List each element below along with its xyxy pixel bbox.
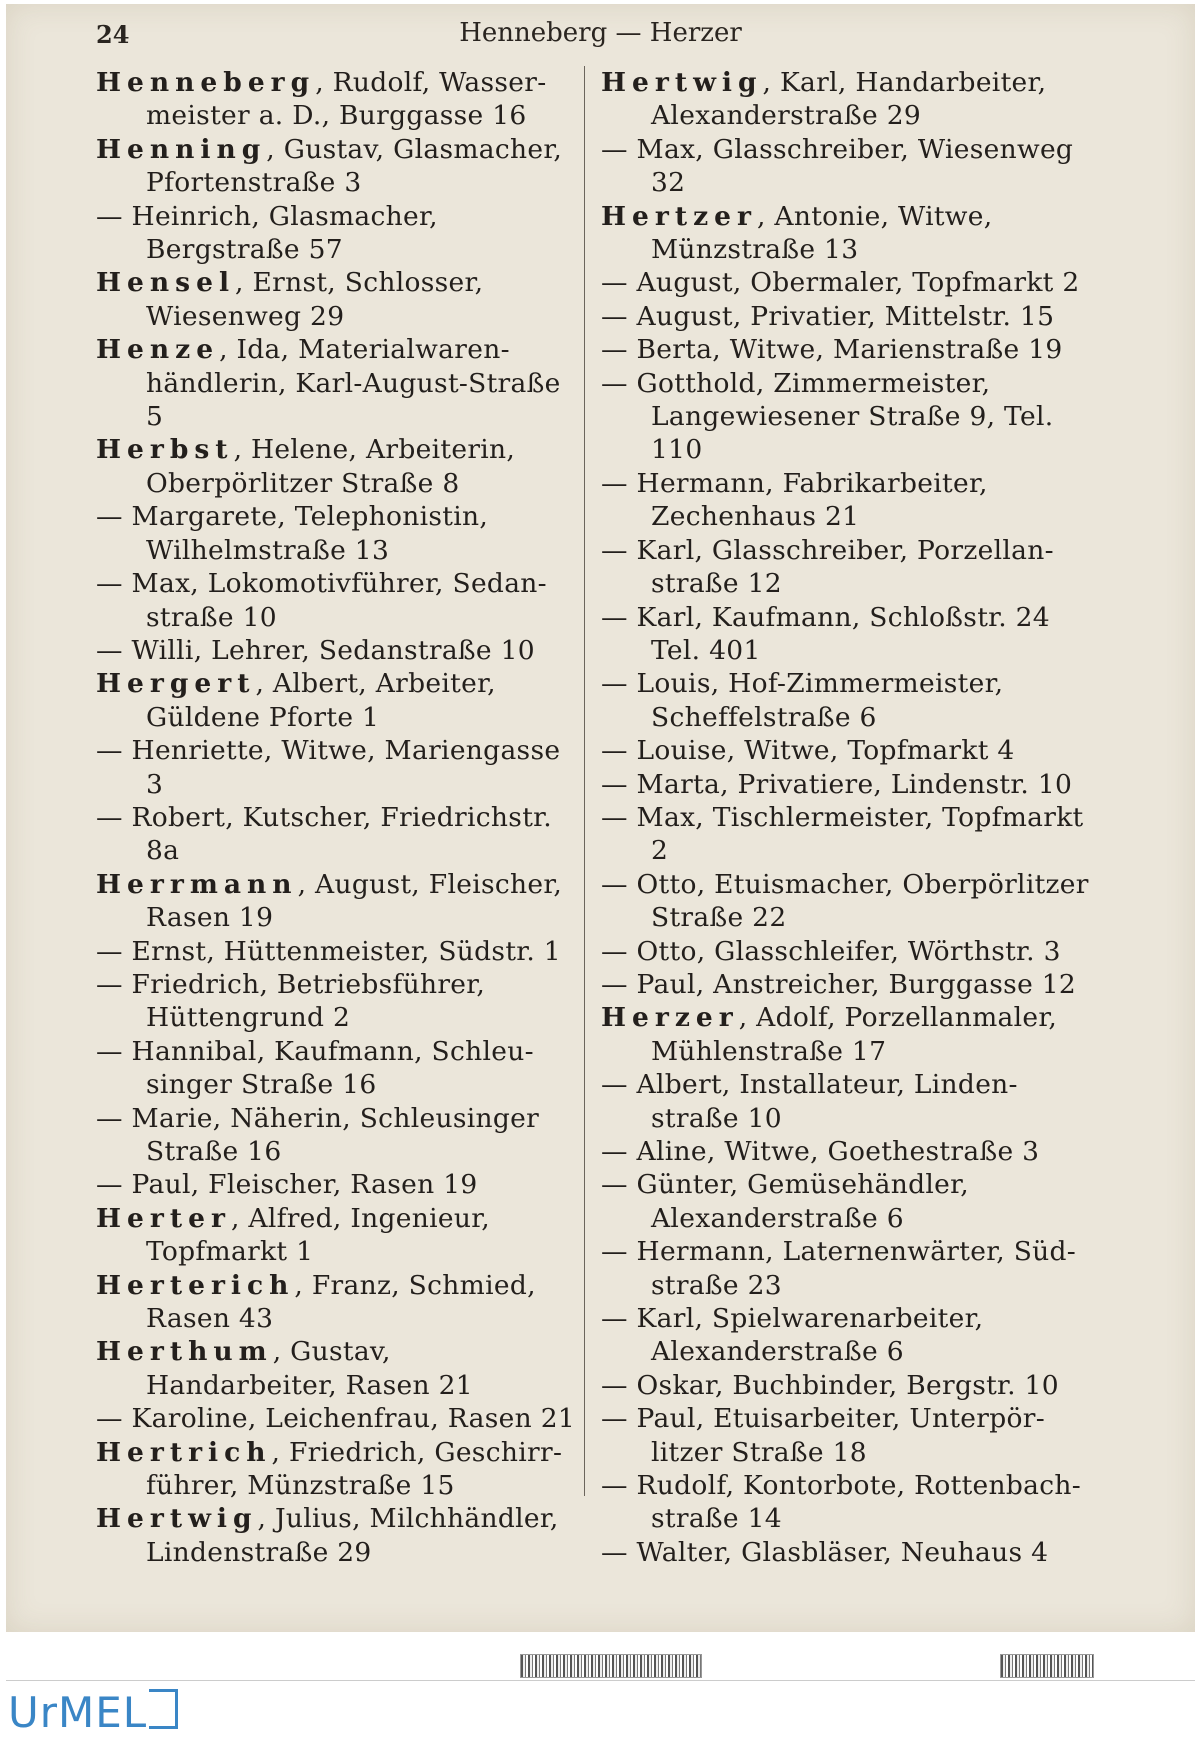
directory-entry <box>601 266 1091 299</box>
directory-entry <box>96 1436 576 1503</box>
surname: Herterich <box>96 1269 295 1301</box>
ditto-dash: — <box>96 634 132 666</box>
surname: Henneberg <box>96 67 316 98</box>
entry-details: Willi, Lehrer, Sedanstraße 10 <box>131 634 535 666</box>
ditto-dash: — <box>96 1035 132 1067</box>
directory-entry <box>601 66 1091 133</box>
ditto-dash: — <box>601 1470 637 1502</box>
barcode-strip <box>520 1654 702 1678</box>
directory-entry <box>96 200 576 267</box>
entry-details: , Antonie, Witwe, Münzstraße 13 <box>651 200 993 266</box>
directory-entry <box>96 133 576 200</box>
directory-entry <box>601 601 1091 668</box>
right-column <box>601 66 1091 1569</box>
page-number: 24 <box>96 20 130 49</box>
ditto-dash: — <box>601 968 637 1000</box>
entry-details: August, Obermaler, Topfmarkt 2 <box>636 267 1080 299</box>
entry-details: , Albert, Arbeiter, Güldene Pforte 1 <box>146 668 496 733</box>
entry-details: Friedrich, Betriebsführer, Hüttengrund 2 <box>131 968 486 1034</box>
entry-details: Karoline, Leichenfrau, Rasen 21 <box>131 1403 576 1435</box>
directory-entry <box>96 567 576 634</box>
directory-entry <box>601 868 1091 935</box>
ditto-dash: — <box>601 534 637 566</box>
entry-details: Henriette, Witwe, Mariengasse 3 <box>131 735 561 800</box>
ditto-dash: — <box>601 1236 637 1268</box>
ditto-dash: — <box>601 1169 637 1201</box>
directory-entry <box>601 534 1091 601</box>
surname: Hergert <box>96 668 256 700</box>
entry-details: , Franz, Schmied, Rasen 43 <box>146 1269 536 1335</box>
entry-details: Paul, Anstreicher, Burggasse 12 <box>636 968 1077 1000</box>
ditto-dash: — <box>96 1169 132 1201</box>
surname: Herthum <box>96 1336 273 1368</box>
directory-entry <box>96 1269 576 1336</box>
entry-details: Otto, Etuismacher, Oberpörlitzer Straße 22 <box>636 868 1089 934</box>
entry-details: , Ida, Materialwarenhändlerin, Karl-August-Straße 5 <box>146 334 561 433</box>
ditto-dash: — <box>96 200 132 232</box>
directory-entry <box>601 467 1091 534</box>
column-divider <box>584 66 585 1496</box>
entry-details: Albert, Installateur, Lindenstraße 10 <box>636 1069 1018 1134</box>
ditto-dash: — <box>601 1303 637 1335</box>
entry-details: Paul, Fleischer, Rasen 19 <box>131 1169 478 1201</box>
directory-entry <box>601 801 1091 868</box>
directory-entry <box>601 1068 1091 1135</box>
directory-entry <box>96 1402 576 1435</box>
entry-details: Max, Lokomotivführer, Sedanstraße 10 <box>131 568 547 633</box>
entry-details: , Helene, Arbeiterin, Oberpörlitzer Straße 8 <box>146 434 516 499</box>
directory-entry <box>601 1135 1091 1168</box>
directory-entry <box>601 133 1091 200</box>
ditto-dash: — <box>601 1069 637 1101</box>
directory-entry <box>96 1335 576 1402</box>
entry-details: Marta, Privatiere, Lindenstr. 10 <box>636 768 1073 800</box>
ditto-dash: — <box>601 1403 637 1435</box>
directory-entry <box>96 634 576 667</box>
entry-details: Berta, Witwe, Marienstraße 19 <box>636 334 1063 366</box>
entry-details: Walter, Glasbläser, Neuhaus 4 <box>636 1536 1049 1568</box>
entry-details: , Julius, Milchhändler, Lindenstraße 29 <box>146 1503 559 1568</box>
ditto-dash: — <box>96 1102 132 1134</box>
entry-details: Karl, Spielwarenarbeiter, Alexanderstraße 6 <box>636 1303 984 1368</box>
ditto-dash: — <box>601 1369 637 1401</box>
surname: Herbst <box>96 434 234 466</box>
directory-entry <box>601 1369 1091 1402</box>
entry-details: Paul, Etuisarbeiter, Unterpörlitzer Straße 18 <box>636 1403 1045 1468</box>
ditto-dash: — <box>601 334 637 366</box>
ditto-dash: — <box>601 935 637 967</box>
entry-details: , Alfred, Ingenieur, Topfmarkt 1 <box>146 1202 491 1268</box>
ditto-dash: — <box>96 1403 132 1435</box>
directory-entry <box>96 667 576 734</box>
directory-entry <box>601 667 1091 734</box>
urmel-logo <box>8 1688 178 1738</box>
ditto-dash: — <box>96 935 132 967</box>
ditto-dash: — <box>601 367 637 399</box>
directory-entry <box>601 734 1091 767</box>
directory-entry <box>601 1235 1091 1302</box>
directory-entry <box>601 1402 1091 1469</box>
entry-details: Karl, Glasschreiber, Porzellanstraße 12 <box>636 534 1054 600</box>
entry-details: Günter, Gemüsehändler, Alexanderstraße 6 <box>636 1169 969 1234</box>
surname: Hertwig <box>601 67 763 98</box>
directory-entry <box>601 768 1091 801</box>
footer-divider <box>6 1680 1195 1681</box>
entry-details: Karl, Kaufmann, Schloßstr. 24 Tel. 401 <box>636 601 1050 666</box>
entry-details: Hermann, Laternenwärter, Südstraße 23 <box>636 1236 1076 1301</box>
entry-details: Gotthold, Zimmermeister, Langewiesener Straße 9, Tel. 110 <box>636 367 1054 466</box>
surname: Henning <box>96 133 267 165</box>
entry-details: Robert, Kutscher, Friedrichstr. 8a <box>131 801 552 867</box>
ditto-dash: — <box>96 568 132 600</box>
ditto-dash: — <box>96 501 132 533</box>
entry-details: August, Privatier, Mittelstr. 15 <box>636 300 1055 332</box>
ditto-dash: — <box>96 968 132 1000</box>
left-column <box>96 66 576 1569</box>
entry-details: Marie, Näherin, Schleusinger Straße 16 <box>131 1102 540 1167</box>
directory-entry <box>601 200 1091 267</box>
directory-entry <box>601 1168 1091 1235</box>
surname: Hertrich <box>96 1436 272 1468</box>
entry-details: Max, Glasschreiber, Wiesenweg 32 <box>636 133 1074 199</box>
ditto-dash: — <box>96 801 132 833</box>
surname: Hertzer <box>601 200 757 232</box>
directory-entry <box>601 1001 1091 1068</box>
surname: Herter <box>96 1202 231 1234</box>
entry-details: Hermann, Fabrikarbeiter, Zechenhaus 21 <box>636 467 988 533</box>
directory-entry <box>96 433 576 500</box>
directory-entry <box>96 1202 576 1269</box>
entry-details: Louis, Hof-Zimmermeister, Scheffelstraße 6 <box>636 668 1004 733</box>
entry-details: , August, Fleischer, Rasen 19 <box>146 868 563 934</box>
surname: Hensel <box>96 267 236 299</box>
entry-details: Heinrich, Glasmacher, Bergstraße 57 <box>131 200 438 266</box>
directory-entry <box>601 935 1091 968</box>
directory-entry <box>601 333 1091 366</box>
entry-details: , Gustav, Glasmacher, Pfortenstraße 3 <box>146 133 563 199</box>
directory-entry <box>96 1168 576 1201</box>
entry-details: Oskar, Buchbinder, Bergstr. 10 <box>636 1369 1059 1401</box>
ditto-dash: — <box>601 735 637 767</box>
entry-details: , Rudolf, Wassermeister a. D., Burggasse 16 <box>146 67 547 132</box>
page-header <box>6 16 1195 56</box>
ditto-dash: — <box>96 735 132 767</box>
directory-entry <box>96 266 576 333</box>
entry-details: Otto, Glasschleifer, Wörthstr. 3 <box>636 935 1061 967</box>
directory-entry <box>96 935 576 968</box>
ditto-dash: — <box>601 668 637 700</box>
directory-entry <box>601 1536 1091 1569</box>
entry-details: , Adolf, Porzellanmaler, Mühlenstraße 17 <box>651 1002 1058 1067</box>
entry-details: , Friedrich, Geschirrführer, Münzstraße 15 <box>146 1436 562 1502</box>
directory-entry <box>601 367 1091 467</box>
running-title: Henneberg — Herzer <box>459 18 742 48</box>
logo-text: UrMEL <box>8 1688 148 1737</box>
entry-details: Ernst, Hüttenmeister, Südstr. 1 <box>131 935 561 967</box>
directory-entry <box>601 1469 1091 1536</box>
directory-entry <box>96 868 576 935</box>
ditto-dash: — <box>601 300 637 332</box>
ditto-dash: — <box>601 601 637 633</box>
directory-entry <box>96 66 576 133</box>
directory-entry <box>601 968 1091 1001</box>
entry-details: Max, Tischlermeister, Topfmarkt 2 <box>636 801 1084 867</box>
ditto-dash: — <box>601 133 637 165</box>
entry-details: Rudolf, Kontorbote, Rottenbachstraße 14 <box>636 1470 1081 1535</box>
ditto-dash: — <box>601 768 637 800</box>
scanned-page <box>6 4 1195 1632</box>
directory-entry <box>601 300 1091 333</box>
ditto-dash: — <box>601 467 637 499</box>
directory-entry <box>96 968 576 1035</box>
logo-bracket-icon <box>149 1689 178 1729</box>
entry-details: Hannibal, Kaufmann, Schleusinger Straße 16 <box>131 1035 534 1101</box>
directory-entry <box>96 333 576 433</box>
entry-details: Aline, Witwe, Goethestraße 3 <box>636 1136 1040 1167</box>
entry-details: , Karl, Handarbeiter, Alexanderstraße 29 <box>651 67 1047 132</box>
directory-entry <box>96 500 576 567</box>
ditto-dash: — <box>601 868 637 900</box>
surname: Henze <box>96 334 220 366</box>
directory-entry <box>96 801 576 868</box>
entry-details: , Gustav, Handarbeiter, Rasen 21 <box>146 1336 473 1401</box>
ditto-dash: — <box>601 267 637 299</box>
barcode-strip <box>1000 1654 1094 1678</box>
ditto-dash: — <box>601 1536 637 1568</box>
directory-entry <box>96 734 576 801</box>
surname: Hertwig <box>96 1503 258 1535</box>
entry-details: Louise, Witwe, Topfmarkt 4 <box>636 735 1015 767</box>
directory-entry <box>96 1502 576 1569</box>
surname: Herzer <box>601 1002 739 1034</box>
ditto-dash: — <box>601 1136 637 1167</box>
ditto-dash: — <box>601 801 637 833</box>
directory-entry <box>601 1302 1091 1369</box>
directory-entry <box>96 1035 576 1102</box>
entry-details: , Ernst, Schlosser, Wiesenweg 29 <box>146 267 484 332</box>
surname: Herrmann <box>96 868 298 900</box>
directory-entry <box>96 1102 576 1169</box>
entry-details: Margarete, Telephonistin, Wilhelmstraße 13 <box>131 501 489 566</box>
